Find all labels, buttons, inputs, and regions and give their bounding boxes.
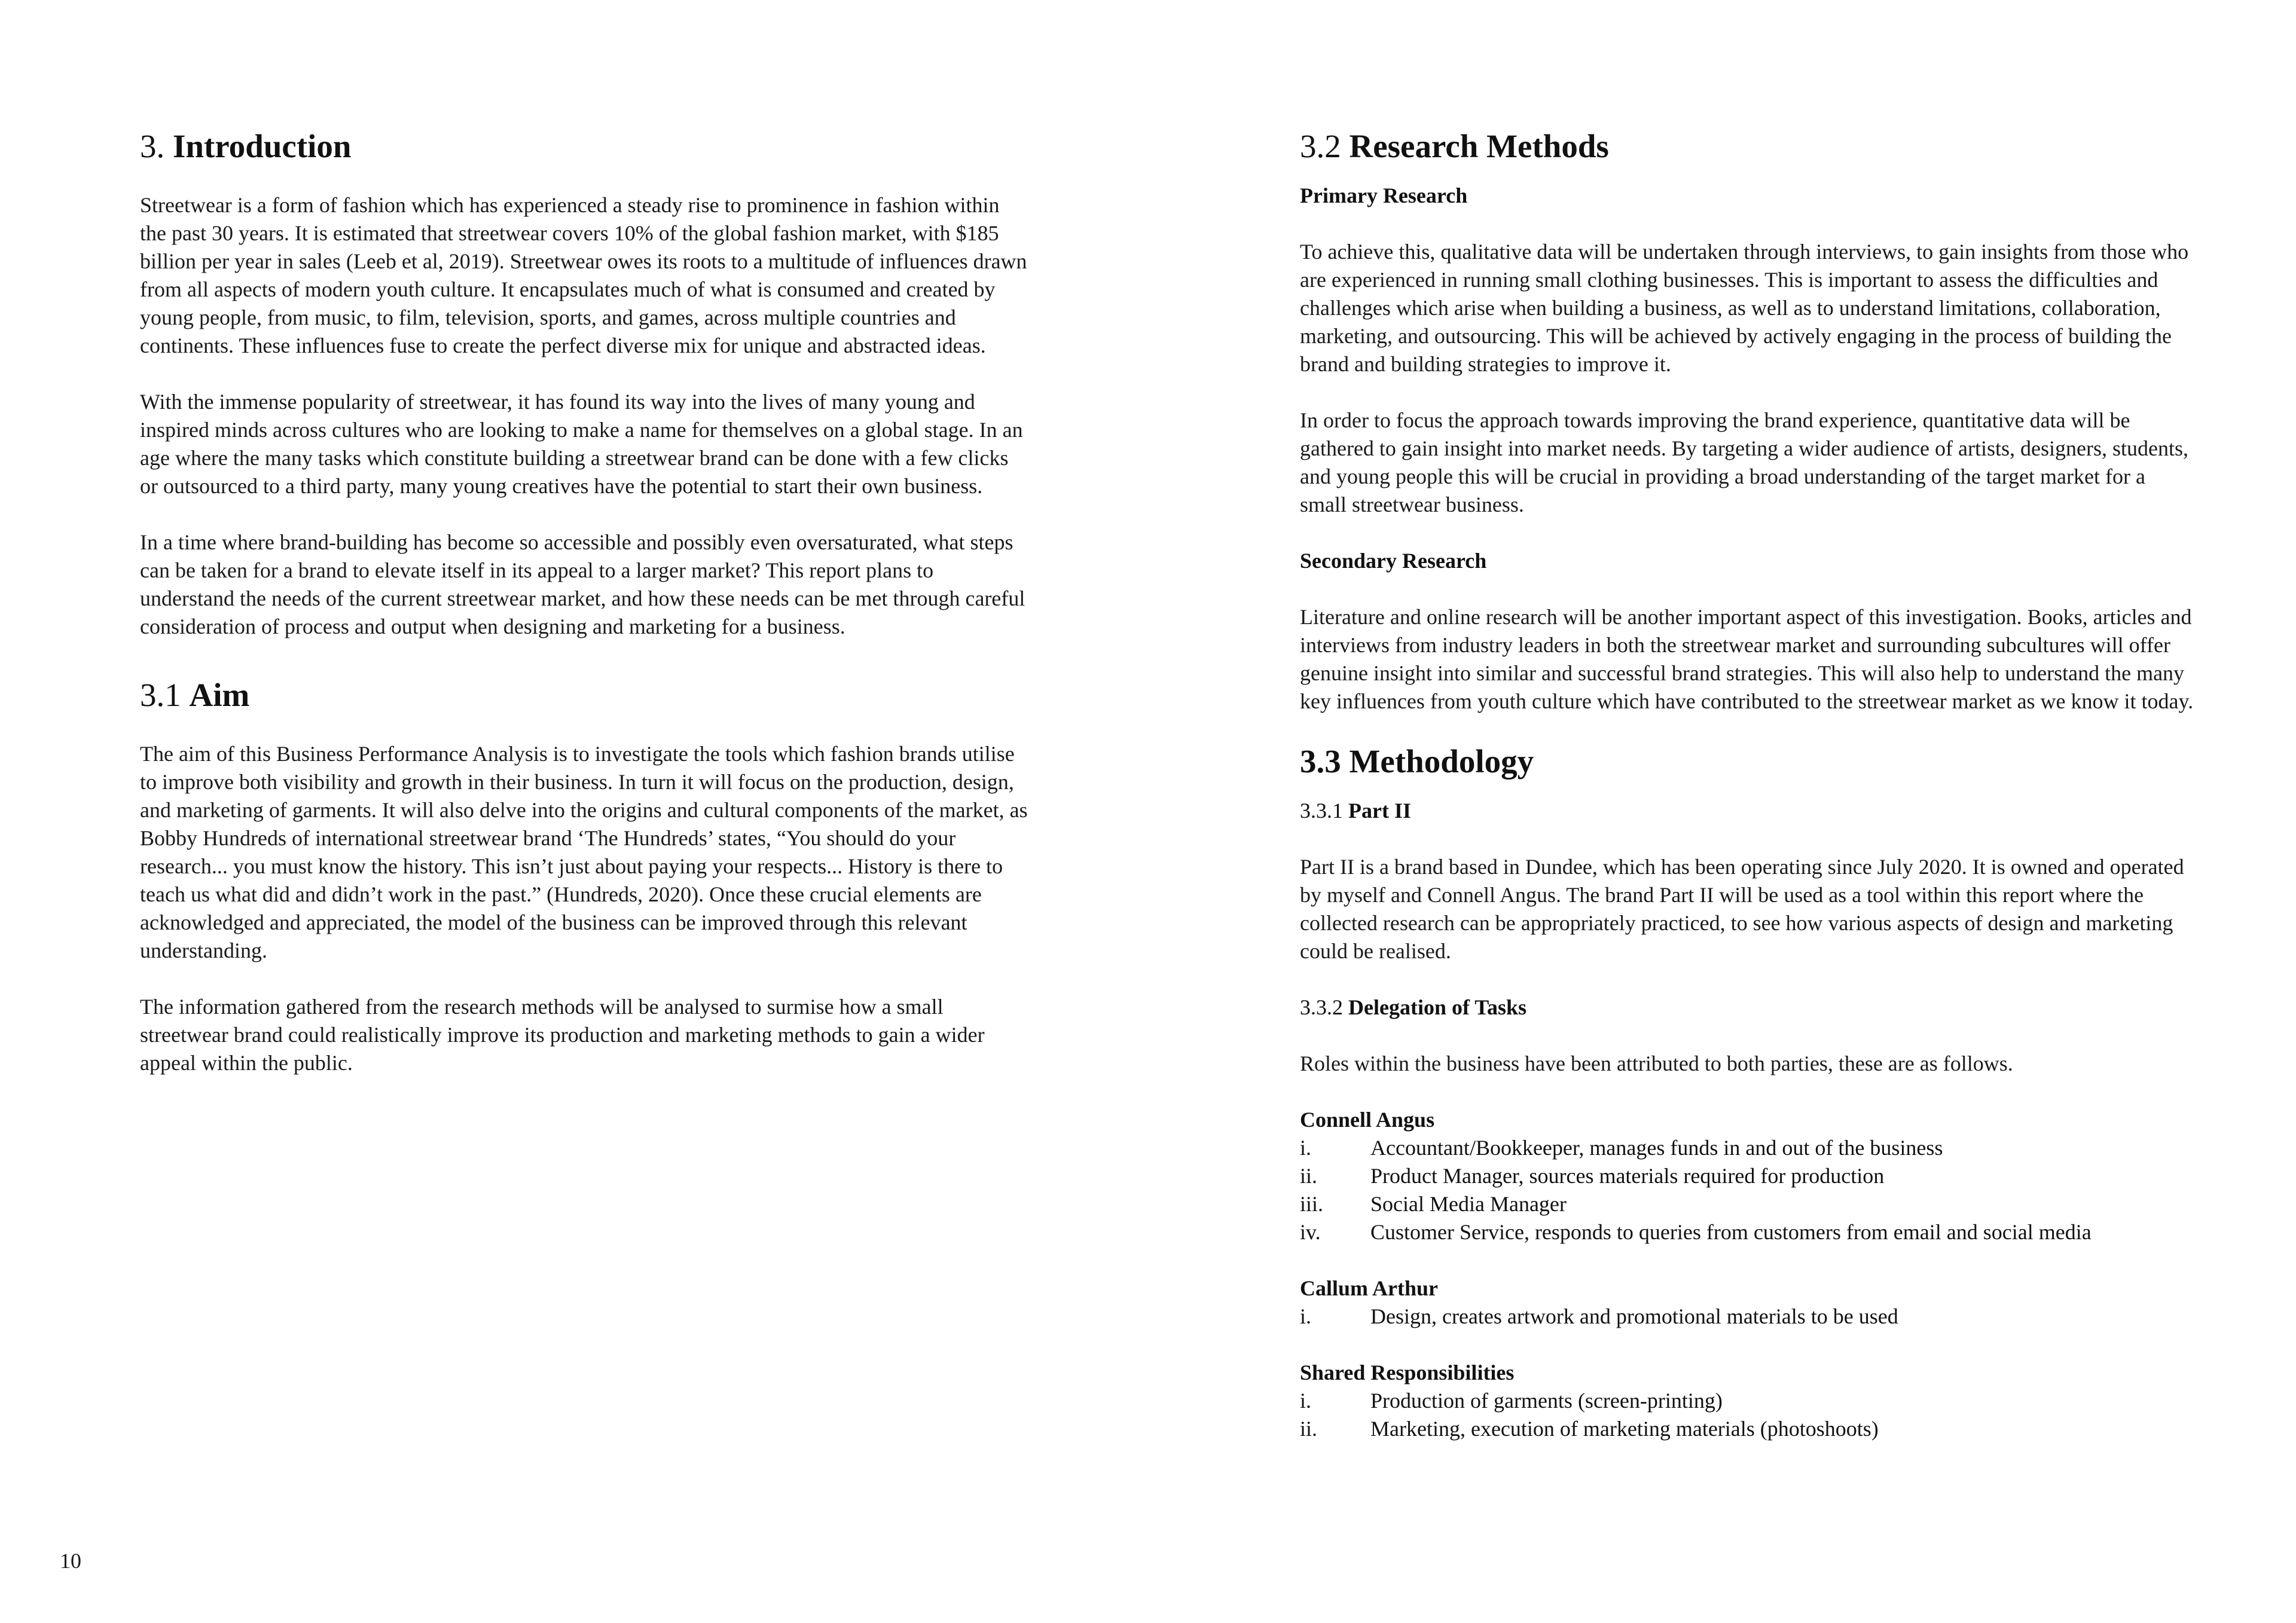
aim-heading-number: 3.1	[140, 677, 181, 713]
list-item	[1300, 1415, 2197, 1443]
callum-arthur-title: Callum Arthur	[1300, 1276, 1439, 1300]
list-item-number: iii.	[1300, 1192, 1324, 1216]
list-item-text: Design, creates artwork and promotional materials to be used	[1370, 1304, 1898, 1328]
shared-responsibilities-list	[1300, 1387, 2197, 1443]
right-column	[1300, 127, 2197, 1443]
secondary-research-subheading: Secondary Research	[1300, 549, 1487, 573]
list-item-text: Product Manager, sources materials required for production	[1370, 1164, 1885, 1188]
introduction-heading-title: Introduction	[173, 128, 352, 164]
introduction-heading	[140, 127, 1031, 166]
delegation-subheading-number: 3.3.2	[1300, 995, 1343, 1019]
introduction-paragraph-1: Streetwear is a form of fashion which has experienced a steady rise to prominence in fashion within the past 30 years. It is estimated that streetwear covers 10% of the global fashion market, with $185 billion per year in sales (Leeb et al, 2019). Streetwear owes its roots to a multitude of influences drawn from all aspects of modern youth culture. It encapsulates much of what is consumed and created by young people, from music, to film, television, sports, and games, across multiple countries and continents. These influences fuse to create the perfect diverse mix for unique and abstracted ideas.	[140, 193, 1027, 357]
aim-heading-title: Aim	[189, 677, 250, 713]
introduction-heading-number: 3.	[140, 128, 165, 164]
page-number-left: 10	[60, 1549, 81, 1573]
list-item-text: Marketing, execution of marketing materials (photoshoots)	[1370, 1417, 1879, 1441]
part-ii-paragraph: Part II is a brand based in Dundee, which has been operating since July 2020. It is owned and operated by myself and Connell Angus. The brand Part II will be used as a tool within this report where the collected research can be appropriately practiced, to see how various aspects of design and marketing could be realised.	[1300, 855, 2184, 963]
list-item-number: i.	[1300, 1304, 1312, 1328]
list-item-number: i.	[1300, 1136, 1312, 1160]
list-item	[1300, 1162, 2197, 1190]
part-ii-subheading	[1300, 797, 2197, 825]
list-item-number: iv.	[1300, 1220, 1321, 1244]
list-item-number: ii.	[1300, 1164, 1318, 1188]
research-methods-heading	[1300, 127, 2197, 166]
list-item	[1300, 1134, 2197, 1162]
list-item-text: Social Media Manager	[1370, 1192, 1567, 1216]
introduction-paragraph-3: In a time where brand-building has become so accessible and possibly even oversaturated, what steps can be taken for a brand to elevate itself in its appeal to a larger market? This report plans to understand the needs of the current streetwear market, and how these needs can be met through careful consideration of process and output when designing and marketing for a business.	[140, 530, 1025, 638]
aim-heading	[140, 676, 1031, 715]
list-item-text: Production of garments (screen-printing)	[1370, 1389, 1723, 1413]
part-ii-subheading-title: Part II	[1348, 799, 1411, 823]
list-item	[1300, 1387, 2197, 1415]
shared-responsibilities-title: Shared Responsibilities	[1300, 1361, 1515, 1384]
aim-paragraph-2: The information gathered from the research methods will be analysed to surmise how a small streetwear brand could realistically improve its production and marketing methods to gain a wider appeal within the public.	[140, 995, 985, 1075]
primary-research-subheading: Primary Research	[1300, 184, 1468, 207]
list-item-number: ii.	[1300, 1417, 1318, 1441]
primary-research-paragraph-1: To achieve this, qualitative data will be undertaken through interviews, to gain insights from those who are experienced in running small clothing businesses. This is important to assess the difficulties and challenges which arise when building a business, as well as to understand limitations, collaboration, marketing, and outsourcing. This will be achieved by actively engaging in the process of building the brand and building strategies to improve it.	[1300, 240, 2189, 376]
right-page	[1148, 0, 2296, 1623]
methodology-heading: 3.3 Methodology	[1300, 743, 1534, 780]
list-item	[1300, 1218, 2197, 1246]
delegation-subheading	[1300, 994, 2197, 1022]
callum-arthur-roles-list	[1300, 1303, 2197, 1331]
list-item-text: Customer Service, responds to queries from customers from email and social media	[1370, 1220, 2092, 1244]
secondary-research-paragraph: Literature and online research will be another important aspect of this investigation. Books, articles and interviews from industry leaders in both the streetwear market and surrounding subcultures will offer genuine insight into similar and successful brand strategies. This will also help to understand the many key influences from youth culture which have contributed to the streetwear market as we know it today.	[1300, 605, 2194, 713]
primary-research-paragraph-2: In order to focus the approach towards improving the brand experience, quantitative data will be gathered to gain insight into market needs. By targeting a wider audience of artists, designers, students, and young people this will be crucial in providing a broad understanding of the target market for a small streetwear business.	[1300, 408, 2188, 516]
delegation-intro: Roles within the business have been attributed to both parties, these are as follows.	[1300, 1052, 2013, 1075]
introduction-paragraph-2: With the immense popularity of streetwear, it has found its way into the lives of many young and inspired minds across cultures who are looking to make a name for themselves on a global stage. In an age where the many tasks which constitute building a streetwear brand can be done with a few clicks or outsourced to a third party, many young creatives have the potential to start their own business.	[140, 390, 1023, 498]
delegation-subheading-title: Delegation of Tasks	[1348, 995, 1527, 1019]
aim-paragraph-1: The aim of this Business Performance Analysis is to investigate the tools which fashion brands utilise to improve both visibility and growth in their business. In turn it will focus on the production, design, and marketing of garments. It will also delve into the origins and cultural components of the market, as Bobby Hundreds of international streetwear brand ‘The Hundreds’ states, “You should do your research... you must know the history. This isn’t just about paying your respects... History is there to teach us what did and didn’t work in the past.” (Hundreds, 2020). Once these crucial elements are acknowledged and appreciated, the model of the business can be improved through this relevant understanding.	[140, 742, 1028, 962]
connell-angus-roles-list	[1300, 1134, 2197, 1246]
research-methods-heading-number: 3.2	[1300, 128, 1341, 164]
research-methods-heading-title: Research Methods	[1349, 128, 1609, 164]
part-ii-subheading-number: 3.3.1	[1300, 799, 1343, 823]
list-item-text: Accountant/Bookkeeper, manages funds in and out of the business	[1370, 1136, 1943, 1160]
list-item	[1300, 1303, 2197, 1331]
left-column	[140, 127, 1031, 1077]
list-item-number: i.	[1300, 1389, 1312, 1413]
connell-angus-title: Connell Angus	[1300, 1108, 1435, 1132]
list-item	[1300, 1190, 2197, 1218]
